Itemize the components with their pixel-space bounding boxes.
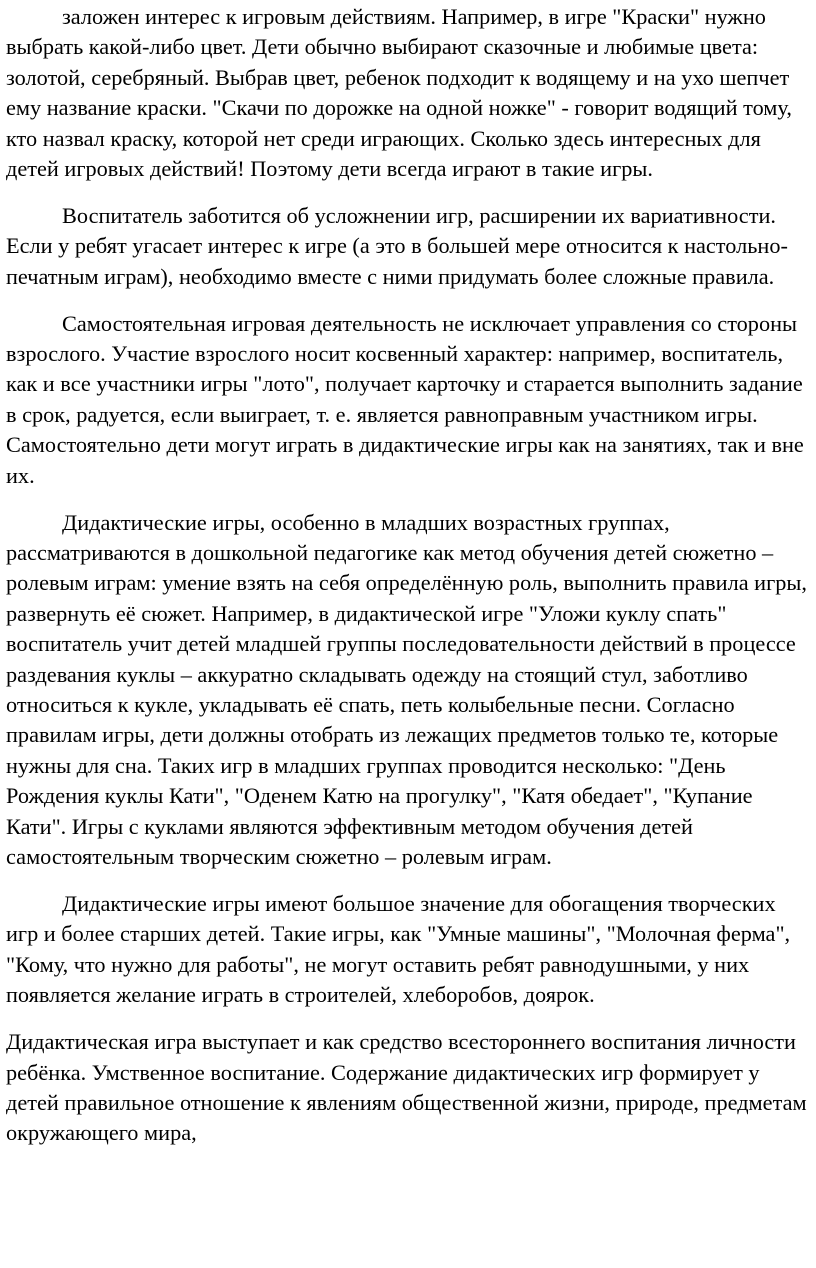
paragraph-5: Дидактические игры имеют большое значение для обогащения творческих игр и более старших детей. Такие игры, как "Умные машины", "Молочная ферма", "Кому, что нужно для работы", не могут оставить ребят равнодушными, у них появляется желание играть в строителей, хлеборобов, доярок. bbox=[6, 890, 791, 1008]
paragraph-6: Дидактическая игра выступает и как средство всестороннего воспитания личности ребёнка. Умственное воспитание. Содержание дидактических игр формирует у детей правильное отношение к явлениям общественной жизни, природе, предметам окружающего мира, bbox=[6, 1029, 807, 1146]
paragraph-2: Воспитатель заботится об усложнении игр, расширении их вариативности. Если у ребят угасает интерес к игре (а это в большей мере относится к настольно- печатным играм), необходимо вместе с ними придумать более сложные правила. bbox=[6, 202, 788, 289]
paragraph-4: Дидактические игры, особенно в младших возрастных группах, рассматриваются в дошкольной педагогике как метод обучения детей сюжетно – ролевым играм: умение взять на себя определённую роль, выполнить правила игры, развернуть её сюжет. Например, в дидактической игре "Уложи куклу спать" воспитатель учит детей младшей группы последовательности действий в процессе раздевания куклы – аккуратно складывать одежду на стоящий стул, заботливо относиться к кукле, укладывать её спать, петь колыбельные песни. Согласно правилам игры, дети должны отобрать из лежащих предметов только те, которые нужны для сна. Таких игр в младших группах проводится несколько: "День Рождения куклы Кати", "Оденем Катю на прогулку", "Катя обедает", "Купание Кати". Игры с куклами являются эффективным методом обучения детей самостоятельным творческим сюжетно – ролевым играм. bbox=[6, 509, 807, 870]
paragraph-1: заложен интерес к игровым действиям. Например, в игре "Краски" нужно выбрать какой-либо цвет. Дети обычно выбирают сказочные и любимые цвета: золотой, серебряный. Выбрав цвет, ребенок подходит к водящему и на ухо шепчет ему название краски. "Скачи по дорожке на одной ножке" - говорит водящий тому, кто назвал краску, которой нет среди играющих. Сколько здесь интересных для детей игровых действий! Поэтому дети всегда играют в такие игры. bbox=[6, 4, 792, 182]
paragraph-3: Самостоятельная игровая деятельность не исключает управления со стороны взрослого. Участие взрослого носит косвенный характер: например, воспитатель, как и все участники игры "лото", получает карточку и старается выполнить задание в срок, радуется, если выиграет, т. е. является равноправным участником игры. Самостоятельно дети могут играть в дидактические игры как на занятиях, так и вне их. bbox=[6, 310, 804, 488]
